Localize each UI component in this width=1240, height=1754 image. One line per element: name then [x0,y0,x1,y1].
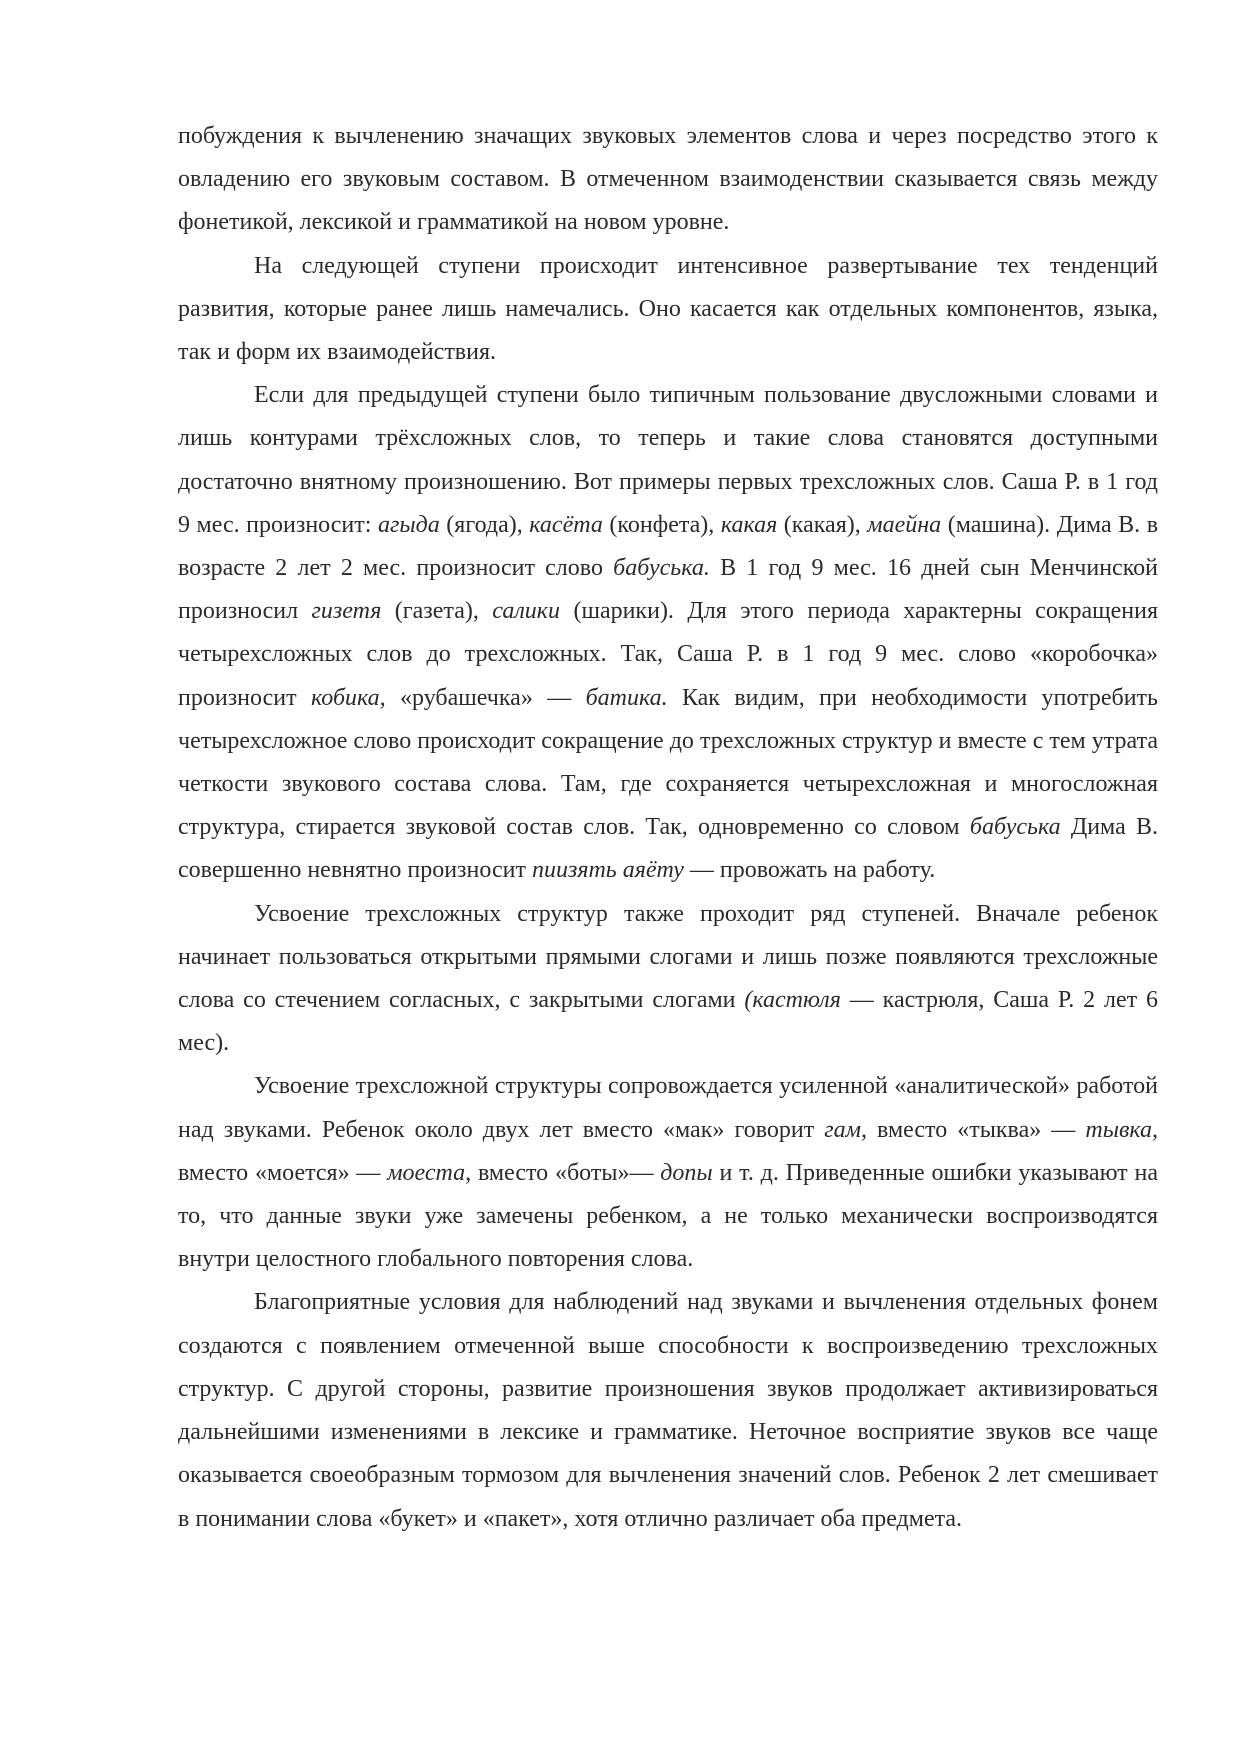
example-word: допы [660,1159,713,1186]
text-run: В 1 год 9 мес. 16 дней сын Менчинской произносил [178,555,1158,625]
example-word: бабуська [969,814,1061,841]
example-word: тывка, [1085,1116,1159,1143]
text-run: На следующей ступени происходит интенсивное развертывание тех тенденций развития, которые ранее лишь намечались. Оно касается как отдельных компонентов, языка, так и форм их взаимодействия. [178,252,1158,366]
example-word: гизетя [311,598,382,625]
example-word: салики [492,598,561,625]
text-run: Усвоение трехсложной структуры сопровождается усиленной «аналитической» работой над звуками. Ребенок около двух лет вместо «мак» говорит [178,1073,1158,1143]
example-word: агыда [377,511,440,538]
text-run: вместо «тыква» — [866,1116,1086,1143]
example-word: (кастюля [744,987,841,1014]
text-run: (машина). Дима В. в возрасте 2 лет 2 мес. произносит слово [178,511,1159,582]
text-run: Благоприятные условия для наблюдений над звуками и вычленения отдельных фонем создаются с появлением отмеченной выше способности к воспроизведению трехсложных структур. С другой стороны, развитие произношения звуков продолжает активизироваться дальнейшими изменениями в лексике и грамматике. Неточное восприятие звуков все чаще оказывается своеобразным тормозом для вычленения значений слов. Ребенок 2 лет смешивает в понимании слова «букет» и «пакет», хотя отлично различает оба предмета. [178,1289,1158,1532]
text-run: (конфета), [602,511,721,538]
text-run: Если для предыдущей ступени было типичным пользование двусложными словами и лишь контурами трёхсложных слов, то теперь и такие слова становятся доступными достаточно внятному произношению. Вот примеры первых трехсложных слов. Саша Р. в 1 год 9 мес. произносит: [178,382,1158,538]
text-run: — кастрюля, Саша Р. 2 лет 6 мес). [178,987,1158,1057]
text-run: Как видим, при необходимости употребить четырехсложное слово происходит сокращение до трехсложных структур и вместе с тем утрата четкости звукового состава слова. Там, где сохраняется четырехсложная и многосложная структура, стирается звуковой состав слов. Так, одновременно со словом [178,684,1158,841]
example-word: батика. [585,684,668,711]
example-word: касёта [529,511,603,538]
text-run: побуждения к вычленению значащих звуковых элементов слова и через посредство этого к овладению его звуковым составом. В отмеченном взаимоденствии сказывается связь между фонетикой, лексикой и грамматикой на новом уровне. [178,123,1158,236]
text-run: Дима В. совершенно невнятно произносит [178,814,1158,884]
paragraph-6 [178,1281,1158,1540]
text-run: (шарики). Для этого периода характерны сокращения четырехсложных слов до трехсложных. Так, Саша Р. в 1 год 9 мес. слово «коробочка» произносит [178,598,1158,711]
text-run: Усвоение трехсложных структур также проходит ряд ступеней. Вначале ребенок начинает пользоваться открытыми прямыми слогами и лишь позже появляются трехсложные слова со стечением согласных, с закрытыми слогами [178,900,1158,1014]
document-page [178,115,1158,1541]
text-run: и т. д. Приведенные ошибки указывают на то, что данные звуки уже замечены ребенком, а не только механически воспроизводятся внутри целостного глобального повторения слова. [178,1159,1158,1273]
text-run: вместо «моется» — [178,1159,388,1186]
text-run: (какая), [777,511,868,538]
text-run: — провожать на работу. [683,857,936,884]
example-word: гам, [824,1116,867,1143]
example-word: какая [720,511,778,538]
example-word: маейна [867,511,942,538]
paragraph-3 [178,374,1158,892]
example-word: бабуська. [613,555,710,582]
text-run: вместо «боты»— [471,1159,661,1186]
example-word: пиизять аяёту [531,857,684,884]
example-word: кобика, [310,684,386,711]
text-run: (ягода), [439,511,530,538]
paragraph-1 [178,115,1158,245]
paragraph-2 [178,245,1158,375]
paragraph-4 [178,893,1158,1066]
text-run: (газета), [381,598,493,625]
text-run: «рубашечка» — [385,684,586,711]
paragraph-5 [178,1065,1158,1281]
example-word: моеста, [387,1159,472,1186]
